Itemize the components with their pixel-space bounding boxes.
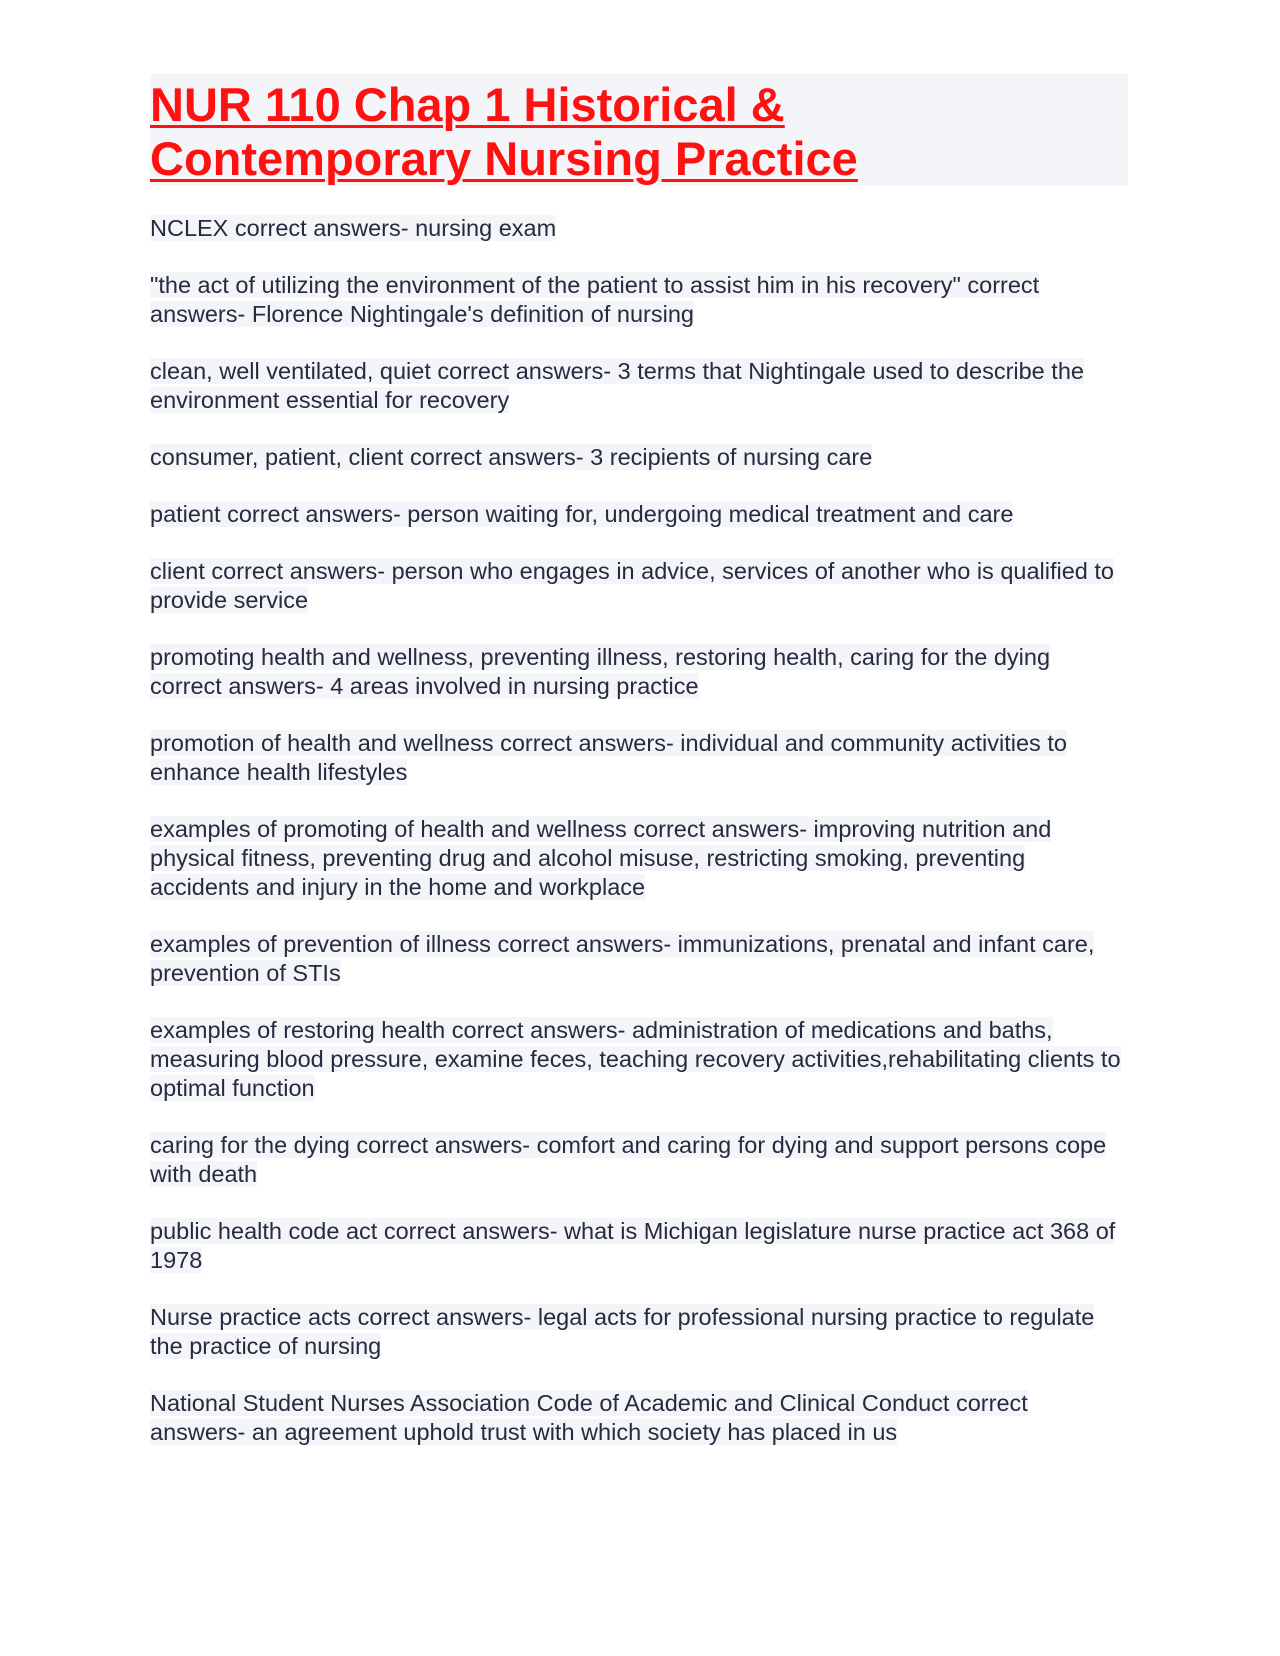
qa-entry: examples of promoting of health and wellness correct answers- improving nutrition and physical fitness, preventing drug and alcohol misuse, restricting smoking, preventing accidents and injury in the home and workplace [150, 816, 1052, 900]
title-block [150, 74, 1128, 186]
title-line-1: NUR 110 Chap 1 Historical & [150, 78, 785, 131]
qa-entry: caring for the dying correct answers- comfort and caring for dying and support persons cope with death [150, 1132, 1107, 1187]
qa-entry: promotion of health and wellness correct answers- individual and community activities to enhance health lifestyles [150, 730, 1067, 785]
document-title [150, 78, 1128, 186]
qa-entry: clean, well ventilated, quiet correct answers- 3 terms that Nightingale used to describe the environment essential for recovery [150, 358, 1084, 413]
qa-entry: National Student Nurses Association Code of Academic and Clinical Conduct correct answers- an agreement uphold trust with which society has placed in us [150, 1390, 1028, 1445]
qa-entry: NCLEX correct answers- nursing exam [150, 215, 557, 241]
qa-entry: examples of restoring health correct answers- administration of medications and baths, measuring blood pressure, examine feces, teaching recovery activities,rehabilitating clients to optimal function [150, 1017, 1121, 1101]
document-page [150, 74, 1128, 1475]
qa-entry: "the act of utilizing the environment of the patient to assist him in his recovery" correct answers- Florence Nightingale's definition of nursing [150, 272, 1040, 327]
qa-entry: patient correct answers- person waiting for, undergoing medical treatment and care [150, 501, 1014, 527]
qa-entry: Nurse practice acts correct answers- legal acts for professional nursing practice to regulate the practice of nursing [150, 1304, 1095, 1359]
qa-list [150, 214, 1128, 1447]
qa-entry: promoting health and wellness, preventing illness, restoring health, caring for the dying correct answers- 4 areas involved in nursing practice [150, 644, 1051, 699]
qa-entry: consumer, patient, client correct answers- 3 recipients of nursing care [150, 444, 873, 470]
qa-entry: examples of prevention of illness correct answers- immunizations, prenatal and infant care, prevention of STIs [150, 931, 1095, 986]
title-line-2: Contemporary Nursing Practice [150, 132, 858, 185]
qa-entry: client correct answers- person who engages in advice, services of another who is qualified to provide service [150, 558, 1115, 613]
qa-entry: public health code act correct answers- what is Michigan legislature nurse practice act 368 of 1978 [150, 1218, 1116, 1273]
